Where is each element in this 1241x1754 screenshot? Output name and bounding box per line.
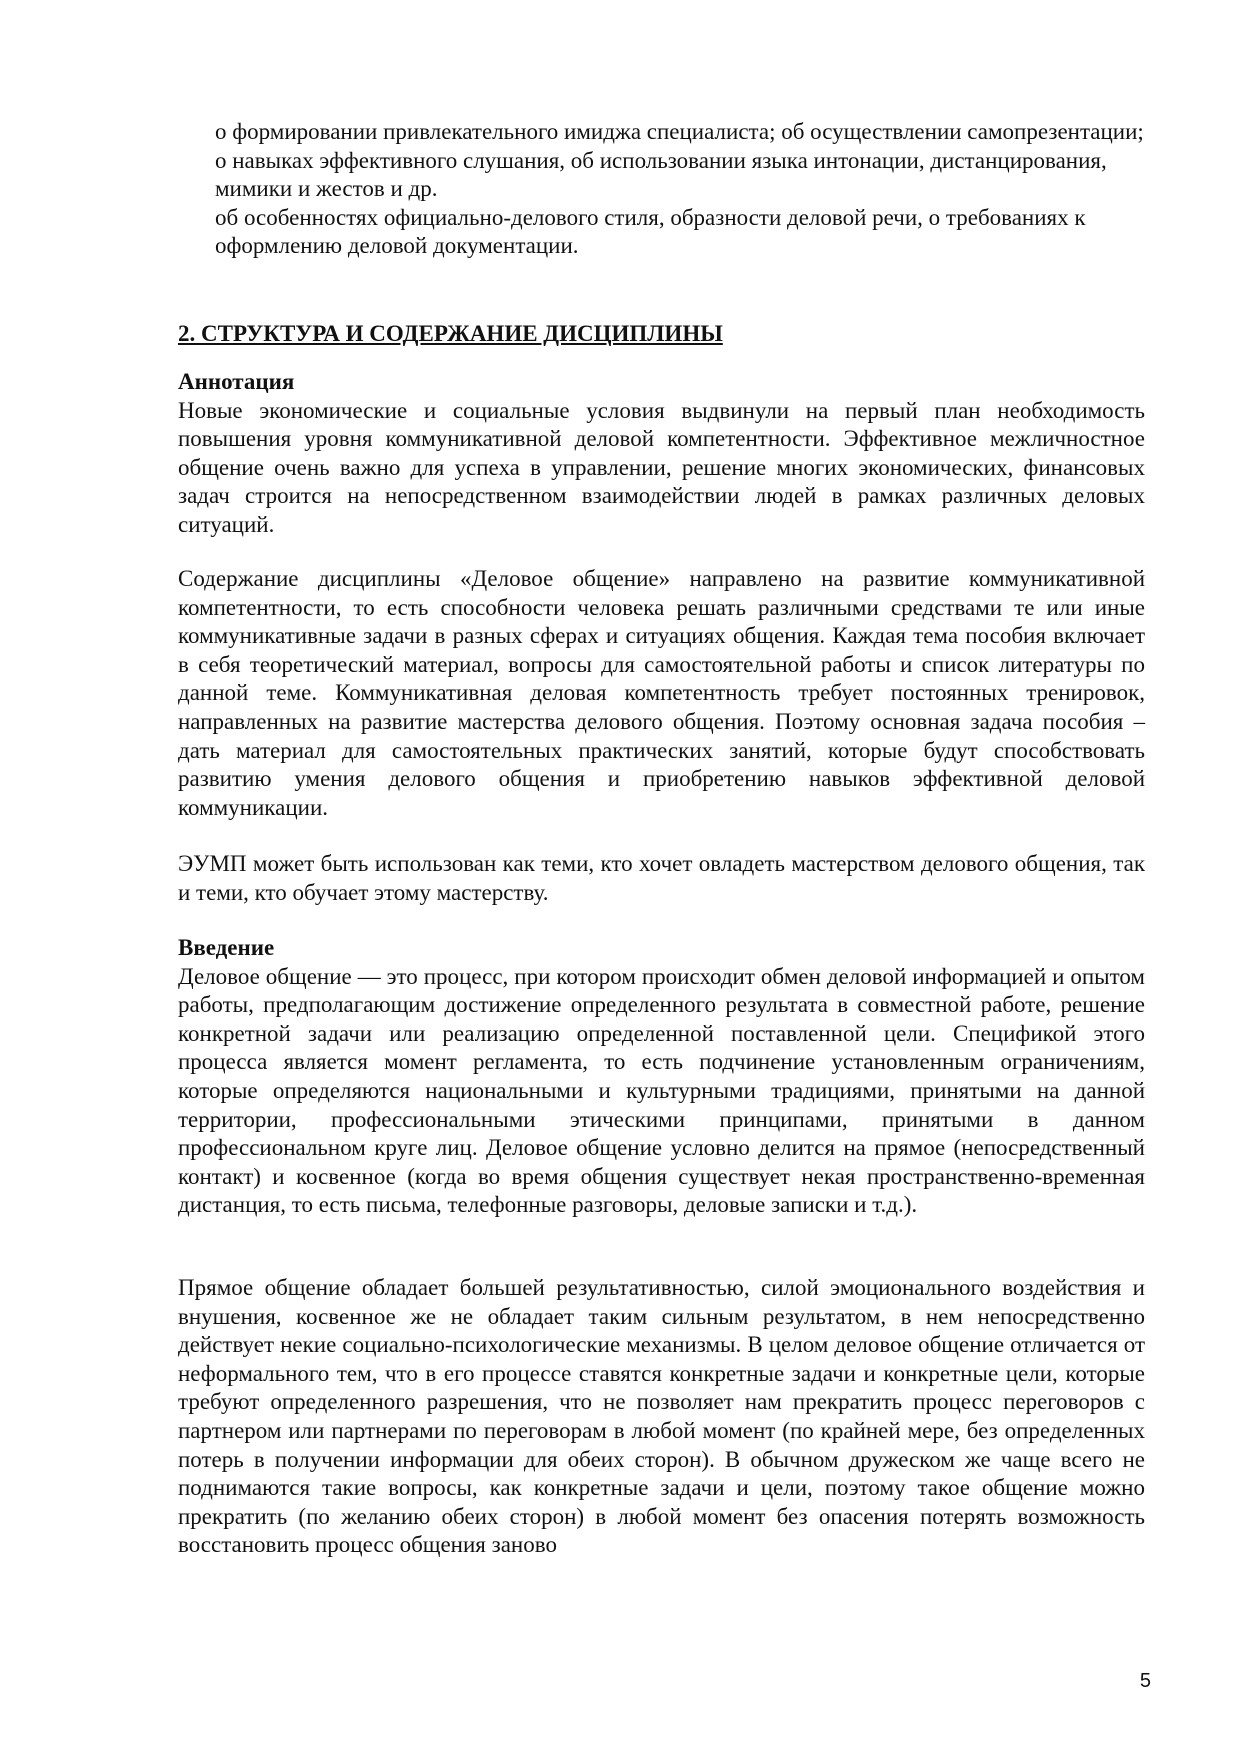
intro-list — [215, 118, 1145, 261]
intro-item: об особенностях официально-делового стиля, образности деловой речи, о требованиях к оформлению деловой документации. — [215, 204, 1086, 258]
section-title: 2. СТРУКТУРА И СОДЕРЖАНИЕ ДИСЦИПЛИНЫ — [178, 321, 723, 346]
page-number: 5 — [1139, 1670, 1151, 1692]
introduction-section — [178, 934, 1145, 1220]
introduction-heading: Введение — [178, 935, 275, 960]
introduction-paragraph-2-block — [178, 1274, 1145, 1560]
annotation-heading: Аннотация — [178, 369, 295, 394]
annotation-paragraph-1: Новые экономические и социальные условия выдвинули на первый план необходимость повышения уровня коммуникативной деловой компетентности. Эффективное межличностное общение очень важно для успеха в управлении, решение многих экономических, финансовых задач строится на непосредственном взаимодействии людей в рамках различных деловых ситуаций. — [178, 397, 1145, 537]
intro-item: о навыках эффективного слушания, об использовании языка интонации, дистанцирования, мимики и жестов и др. — [215, 147, 1107, 201]
annotation-paragraph-2: Содержание дисциплины «Деловое общение» направлено на развитие коммуникативной компетентности, то есть способности человека решать различными средствами те или иные коммуникативные задачи в разных сферах и ситуациях общения. Каждая тема пособия включает в себя теоретический материал, вопросы для самостоятельной работы и список литературы по данной теме. Коммуникативная деловая компетентность требует постоянных тренировок, направленных на развитие мастерства делового общения. Поэтому основная задача пособия – дать материал для самостоятельных практических занятий, которые будут способствовать развитию умения делового общения и приобретению навыков эффективной деловой коммуникации. — [178, 566, 1145, 820]
intro-item: о формировании привлекательного имиджа специалиста; об осуществлении самопрезентации; — [215, 119, 1144, 144]
annotation-paragraph-2-block — [178, 565, 1145, 822]
annotation-paragraph-3: ЭУМП может быть использован как теми, кто хочет овладеть мастерством делового общения, так и теми, кто обучает этому мастерству. — [178, 851, 1145, 905]
annotation-section — [178, 368, 1145, 540]
introduction-paragraph-2: Прямое общение обладает большей результативностью, силой эмоционального воздействия и внушения, косвенное же не обладает таким сильным результатом, в нем непосредственно действует некие социально-психологические механизмы. В целом деловое общение отличается от неформального тем, что в его процессе ставятся конкретные задачи и конкретные цели, которые требуют определенного разрешения, что не позволяет нам прекратить процесс переговоров с партнером или партнерами по переговорам в любой момент (по крайней мере, без определенных потерь в получении информации для обеих сторон). В обычном дружеском же чаще всего не поднимаются такие вопросы, как конкретные задачи и цели, поэтому такое общение можно прекратить (по желанию обеих сторон) в любой момент без опасения потерять возможность восстановить процесс общения заново — [178, 1275, 1145, 1558]
annotation-paragraph-3-block — [178, 850, 1145, 907]
introduction-paragraph-1: Деловое общение — это процесс, при котором происходит обмен деловой информацией и опытом работы, предполагающим достижение определенного результата в совместной работе, решение конкретной задачи или реализацию определенной поставленной цели. Спецификой этого процесса является момент регламента, то есть подчинение установленным ограничениям, которые определяются национальными и культурными традициями, принятыми на данной территории, профессиональными этическими принципами, принятыми в данном профессиональном круге лиц. Деловое общение условно делится на прямое (непосредственный контакт) и косвенное (когда во время общения существует некая пространственно-временная дистанция, то есть письма, телефонные разговоры, деловые записки и т.д.). — [178, 963, 1145, 1218]
